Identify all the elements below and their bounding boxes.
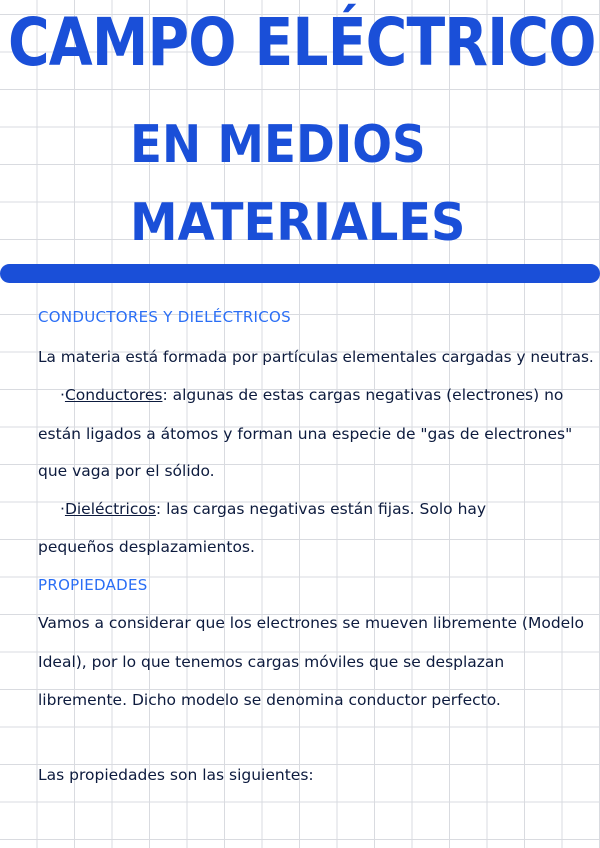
page-subtitle-line1: EN MEDIOS	[130, 115, 426, 175]
propiedades-line-2: Ideal), por lo que tenemos cargas móviles que se desplazan	[38, 653, 505, 671]
propiedades-line-4: Las propiedades son las siguientes:	[38, 766, 314, 784]
conductores-line-2: están ligados a átomos y forman una especie de "gas de electrones"	[38, 425, 573, 443]
bullet: ·	[60, 500, 65, 518]
page-title: CAMPO ELÉCTRICO	[8, 4, 596, 81]
page-subtitle-line2: MATERIALES	[130, 193, 466, 253]
conductores-line-1	[60, 386, 563, 404]
title-divider	[0, 264, 600, 283]
dielectricos-line-1	[60, 500, 486, 518]
section-heading-conductores: CONDUCTORES Y DIELÉCTRICOS	[38, 308, 291, 326]
propiedades-line-1: Vamos a considerar que los electrones se mueven libremente (Modelo	[38, 614, 584, 632]
conductores-term: Conductores	[64, 386, 163, 404]
dielectricos-line-2: pequeños desplazamientos.	[38, 538, 255, 556]
dielectricos-text: : las cargas negativas están fijas. Solo hay	[155, 500, 487, 518]
dielectricos-term: Dieléctricos	[64, 500, 156, 518]
conductores-line-3: que vaga por el sólido.	[38, 462, 215, 480]
propiedades-line-3: libremente. Dicho modelo se denomina conductor perfecto.	[38, 691, 501, 709]
intro-text: La materia está formada por partículas elementales cargadas y neutras.	[38, 348, 594, 366]
section-heading-propiedades: PROPIEDADES	[38, 576, 148, 594]
conductores-text: : algunas de estas cargas negativas (electrones) no	[162, 386, 564, 404]
bullet: ·	[60, 386, 65, 404]
